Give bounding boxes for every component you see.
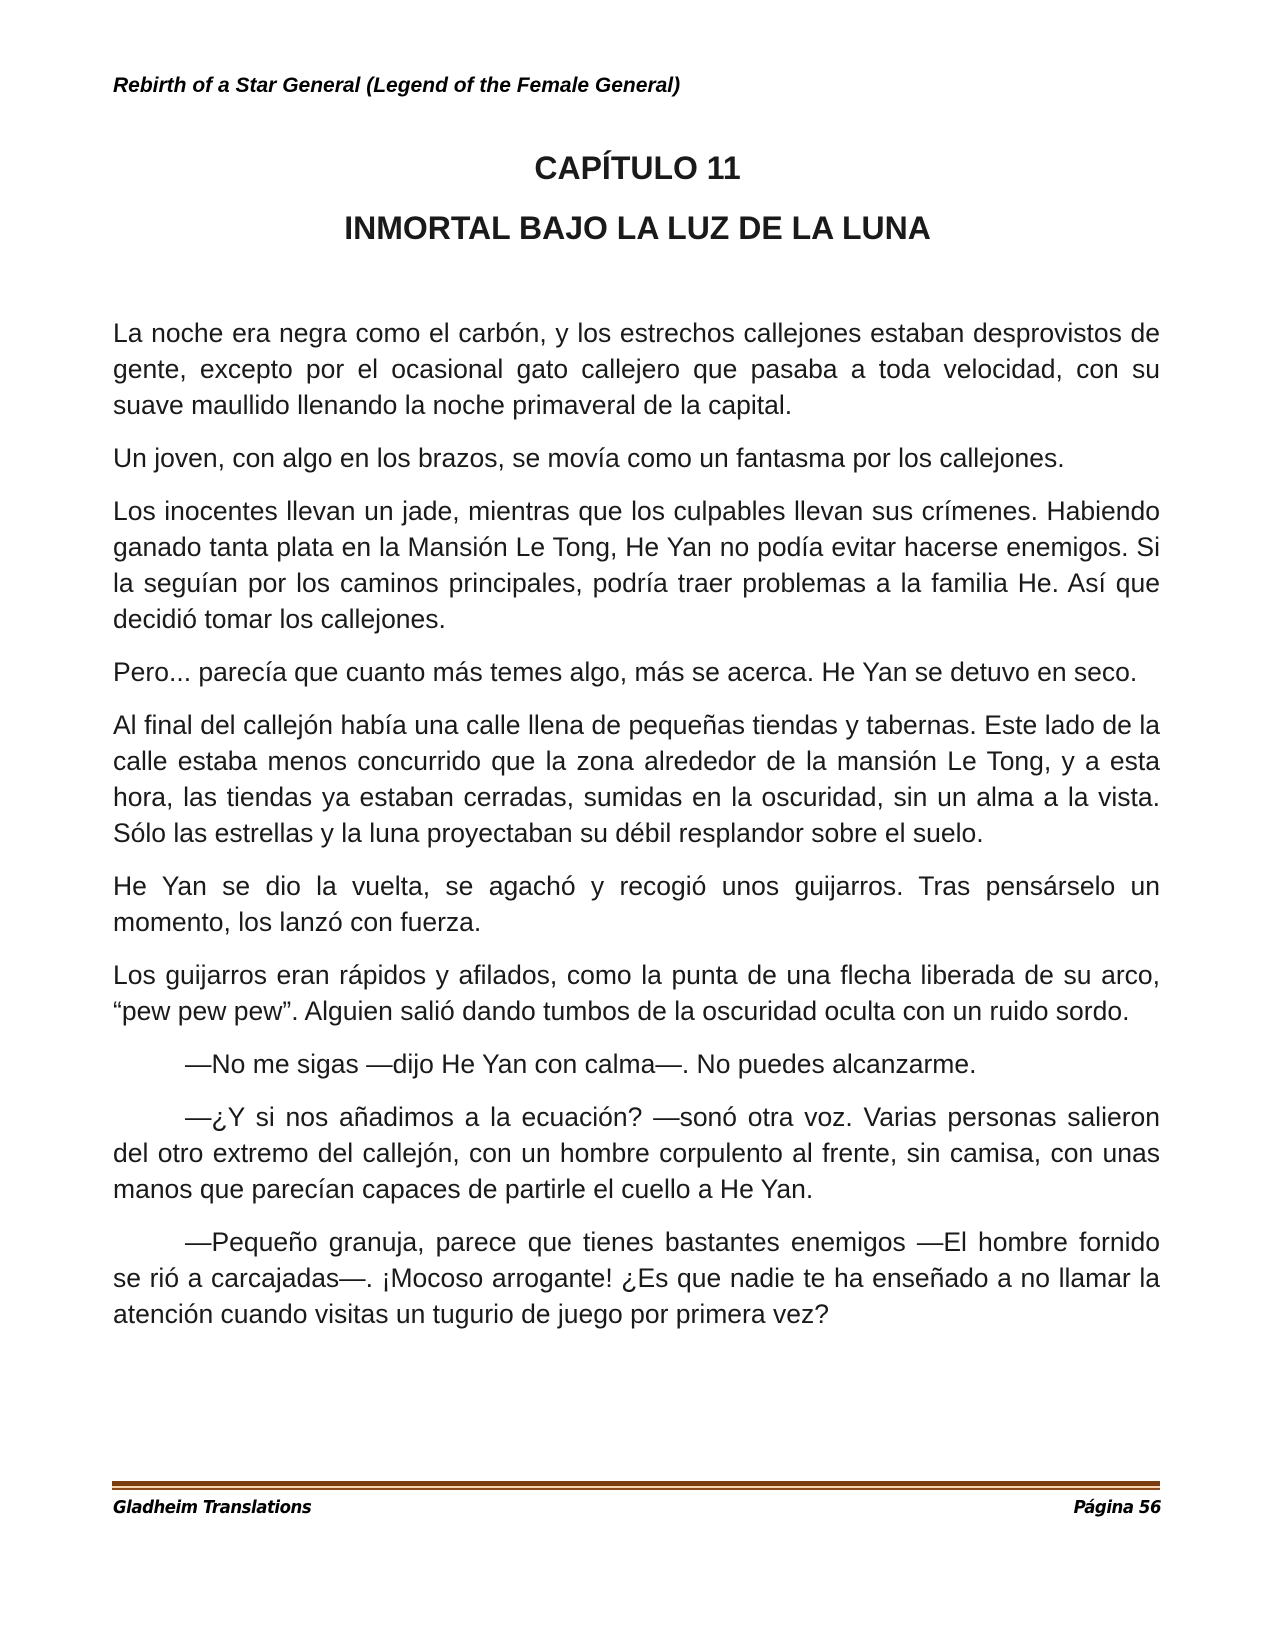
chapter-number: CAPÍTULO 11 <box>534 150 741 186</box>
running-header: Rebirth of a Star General (Legend of the Female General) <box>113 74 681 97</box>
chapter-body <box>113 315 1160 1349</box>
paragraph: Los guijarros eran rápidos y afilados, como la punta de una flecha liberada de su arco, “pew pew pew”. Alguien salió dando tumbos de la oscuridad oculta con un ruido sordo. <box>113 960 1160 1027</box>
dialogue-paragraph: —¿Y si nos añadimos a la ecuación? —sonó otra voz. Varias personas salieron del otro extremo del callejón, con un hombre corpulento al frente, sin camisa, con unas manos que parecían capaces de partirle el cuello a He Yan. <box>113 1101 1160 1205</box>
footer-divider-thin-line <box>112 1488 1160 1490</box>
paragraph: La noche era negra como el carbón, y los estrechos callejones estaban desprovistos de gente, excepto por el ocasional gato callejero que pasaba a toda velocidad, con su suave maullido llenando la noche primaveral de la capital. <box>113 318 1160 421</box>
dialogue-paragraph: —No me sigas —dijo He Yan con calma—. No puedes alcanzarme. <box>185 1048 977 1079</box>
paragraph: Los inocentes llevan un jade, mientras que los culpables llevan sus crímenes. Habiendo ganado tanta plata en la Mansión Le Tong, He Yan no podía evitar hacerse enemigos. Si la seguían por los caminos principales, podría traer problemas a la familia He. Así que decidió tomar los callejones. <box>113 495 1160 635</box>
footer-page-number: Página 56 <box>1073 1497 1161 1518</box>
paragraph: Un joven, con algo en los brazos, se movía como un fantasma por los callejones. <box>113 443 1065 474</box>
paragraph: He Yan se dio la vuelta, se agachó y recogió unos guijarros. Tras pensárselo un momento, los lanzó con fuerza. <box>113 871 1160 938</box>
footer-divider <box>112 1481 1160 1491</box>
chapter-title: INMORTAL BAJO LA LUZ DE LA LUNA <box>344 210 931 246</box>
dialogue-paragraph: —Pequeño granuja, parece que tienes bastantes enemigos —El hombre fornido se rió a carcajadas—. ¡Mocoso arrogante! ¿Es que nadie te ha enseñado a no llamar la atención cuando visitas un tugurio de juego por primera vez? <box>113 1226 1160 1330</box>
footer-translator-credit: Gladheim Translations <box>113 1497 312 1518</box>
paragraph: Al final del callejón había una calle llena de pequeñas tiendas y tabernas. Este lado de la calle estaba menos concurrido que la zona alrededor de la mansión Le Tong, y a esta hora, las tiendas ya estaban cerradas, sumidas en la oscuridad, sin un alma a la vista. Sólo las estrellas y la luna proyectaban su débil resplandor sobre el suelo. <box>113 709 1160 849</box>
paragraph: Pero... parecía que cuanto más temes algo, más se acerca. He Yan se detuvo en seco. <box>113 657 1138 688</box>
